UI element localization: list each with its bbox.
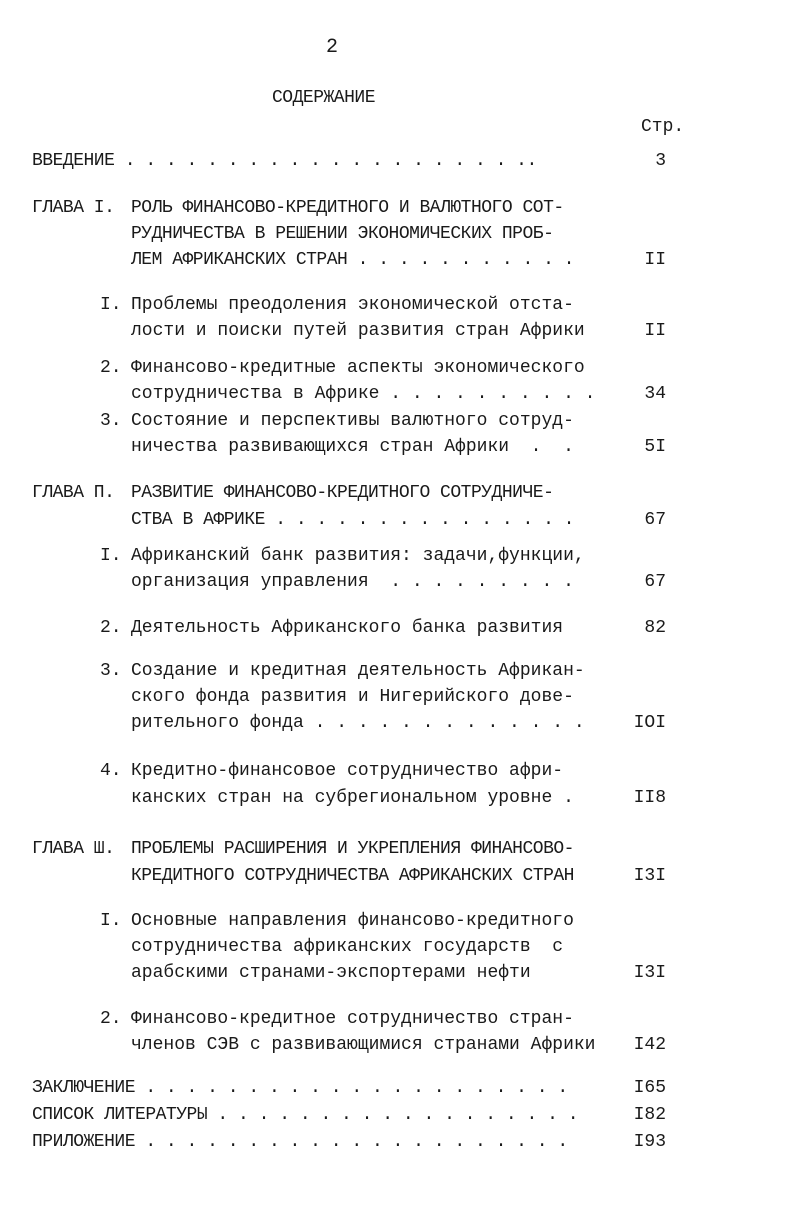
toc-ch3-line: КРЕДИТНОГО СОТРУДНИЧЕСТВА АФРИКАНСКИХ СТРАН — [131, 866, 574, 886]
page-number: 2 — [326, 36, 339, 59]
toc-ch2-sec4-line: канских стран на субрегиональном уровне . — [131, 788, 574, 808]
toc-ch2-line: РАЗВИТИЕ ФИНАНСОВО-КРЕДИТНОГО СОТРУДНИЧЕ- — [131, 483, 554, 503]
toc-appendix-label: ПРИЛОЖЕНИЕ . . . . . . . . . . . . . . . . . . . . . — [32, 1132, 568, 1152]
toc-ch3-sec1-line: Основные направления финансово-кредитного — [131, 911, 574, 931]
page-title: СОДЕРЖАНИЕ — [272, 88, 376, 108]
toc-ch2-sec3-line: рительного фонда . . . . . . . . . . . . . — [131, 713, 585, 733]
toc-ch1-sec2-line: Финансово-кредитные аспекты экономического — [131, 358, 585, 378]
toc-ch2-sec2-line: Деятельность Африканского банка развития — [131, 618, 564, 638]
toc-ch2-sec2-num: 2. — [100, 618, 122, 638]
toc-ch2-sec3-line: Создание и кредитная деятельность Африкан- — [131, 661, 585, 681]
toc-ch2-sec3-page: IOI — [633, 713, 666, 733]
toc-ch1-sec1-page: II — [644, 321, 666, 341]
toc-ch3-prefix: ГЛАВА Ш. — [32, 839, 115, 859]
toc-ch1-sec3-page: 5I — [644, 437, 666, 457]
toc-intro-label: ВВЕДЕНИЕ . . . . . . . . . . . . . . . . . . . .. — [32, 151, 537, 171]
toc-ch2-sec4-page: II8 — [633, 788, 666, 808]
page-column-header: Стр. — [641, 117, 685, 137]
toc-bibliography-label: СПИСОК ЛИТЕРАТУРЫ . . . . . . . . . . . . . . . . . . — [32, 1105, 578, 1125]
toc-ch1-sec1-line: лости и поиски путей развития стран Африки — [131, 321, 585, 341]
toc-appendix-page: I93 — [633, 1132, 666, 1152]
toc-ch2-sec1-page: 67 — [644, 572, 666, 592]
toc-ch2-sec1-line: организация управления . . . . . . . . . — [131, 572, 574, 592]
toc-ch1-line: РОЛЬ ФИНАНСОВО-КРЕДИТНОГО И ВАЛЮТНОГО СОТ- — [131, 198, 564, 218]
toc-ch3-page: I3I — [633, 866, 666, 886]
toc-ch1-sec1-line: Проблемы преодоления экономической отста- — [131, 295, 574, 315]
toc-ch3-sec2-num: 2. — [100, 1009, 122, 1029]
toc-ch1-page: II — [644, 250, 666, 270]
toc-ch2-sec4-num: 4. — [100, 761, 122, 781]
toc-ch3-sec2-page: I42 — [633, 1035, 666, 1055]
toc-ch2-sec4-line: Кредитно-финансовое сотрудничество афри- — [131, 761, 564, 781]
toc-ch3-sec1-num: I. — [100, 911, 122, 931]
toc-ch2-sec1-line: Африканский банк развития: задачи,функции, — [131, 546, 585, 566]
toc-ch3-sec1-line: сотрудничества африканских государств с — [131, 937, 564, 957]
toc-ch1-sec2-page: 34 — [644, 384, 666, 404]
toc-ch1-line: РУДНИЧЕСТВА В РЕШЕНИИ ЭКОНОМИЧЕСКИХ ПРОБ- — [131, 224, 554, 244]
toc-ch3-sec2-line: членов СЭВ с развивающимися странами Африки — [131, 1035, 596, 1055]
toc-ch1-sec2-num: 2. — [100, 358, 122, 378]
toc-ch3-sec1-line: арабскими странами-экспортерами нефти — [131, 963, 531, 983]
toc-bibliography-page: I82 — [633, 1105, 666, 1125]
toc-ch3-sec1-page: I3I — [633, 963, 666, 983]
toc-ch1-sec3-line: Состояние и перспективы валютного сотруд- — [131, 411, 574, 431]
toc-ch2-page: 67 — [644, 510, 666, 530]
toc-ch2-sec2-page: 82 — [644, 618, 666, 638]
toc-ch2-line: СТВА В АФРИКЕ . . . . . . . . . . . . . . . — [131, 510, 574, 530]
toc-ch1-sec3-line: ничества развивающихся стран Африки . . — [131, 437, 574, 457]
toc-ch1-sec1-num: I. — [100, 295, 122, 315]
toc-conclusion-label: ЗАКЛЮЧЕНИЕ . . . . . . . . . . . . . . . . . . . . . — [32, 1078, 568, 1098]
toc-ch1-sec2-line: сотрудничества в Африке . . . . . . . . . . — [131, 384, 596, 404]
toc-ch3-sec2-line: Финансово-кредитное сотрудничество стран- — [131, 1009, 574, 1029]
toc-ch1-line: ЛЕМ АФРИКАНСКИХ СТРАН . . . . . . . . . . . — [131, 250, 574, 270]
toc-ch2-prefix: ГЛАВА П. — [32, 483, 115, 503]
toc-ch2-sec3-line: ского фонда развития и Нигерийского дове- — [131, 687, 574, 707]
toc-ch1-prefix: ГЛАВА I. — [32, 198, 115, 218]
toc-conclusion-page: I65 — [633, 1078, 666, 1098]
toc-ch1-sec3-num: 3. — [100, 411, 122, 431]
toc-intro-page: 3 — [655, 151, 666, 171]
toc-ch3-line: ПРОБЛЕМЫ РАСШИРЕНИЯ И УКРЕПЛЕНИЯ ФИНАНСОВО- — [131, 839, 574, 859]
toc-ch2-sec1-num: I. — [100, 546, 122, 566]
toc-ch2-sec3-num: 3. — [100, 661, 122, 681]
